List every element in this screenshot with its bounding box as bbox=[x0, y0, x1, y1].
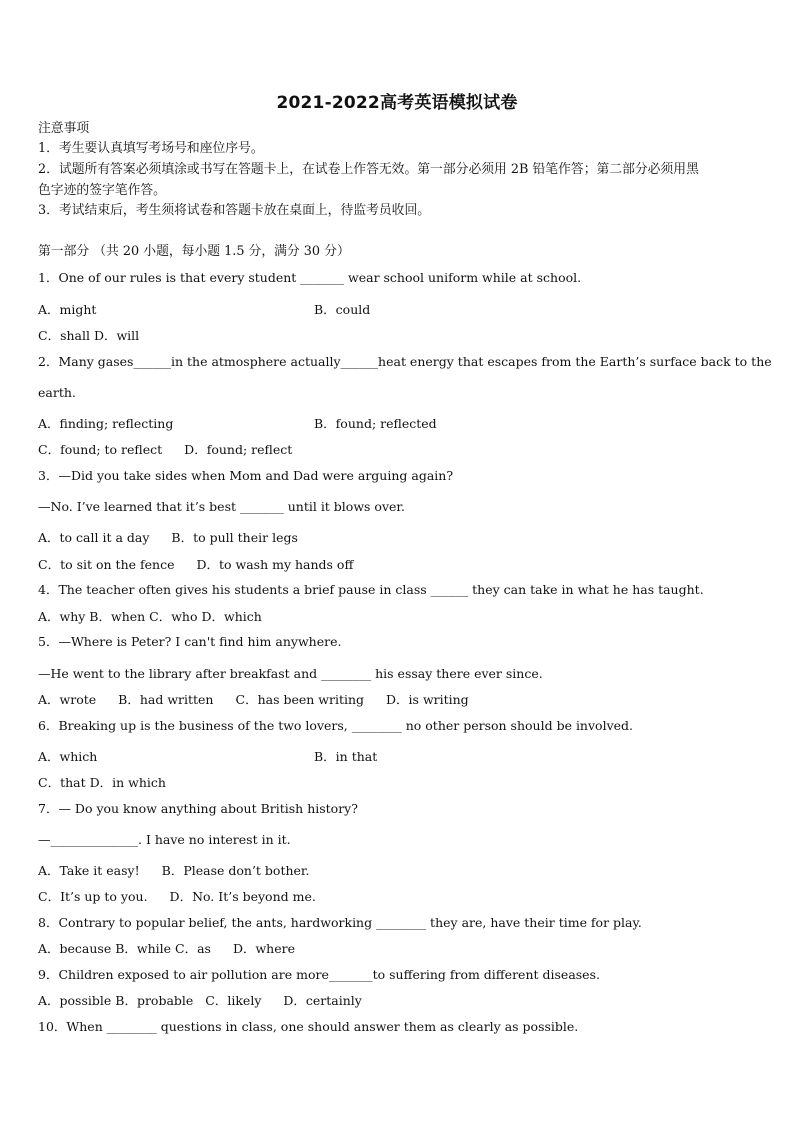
q6-option-b: B．in that bbox=[314, 749, 378, 764]
q6-stem: 6．Breaking up is the business of the two lovers, ________ no other person should be involved. bbox=[38, 718, 634, 733]
q8-option-abc: A．because B．while C．as bbox=[38, 941, 211, 956]
q5-options bbox=[38, 692, 469, 708]
page-title: 2021-2022高考英语模拟试卷 bbox=[276, 93, 518, 113]
notice-item-2-cont: 色字迹的签字笔作答。 bbox=[38, 183, 166, 198]
q1-option-a: A．might bbox=[38, 302, 97, 317]
q9-option-d: D．certainly bbox=[283, 993, 362, 1008]
q7-options-ab bbox=[38, 863, 310, 879]
notice-item-2: 2．试题所有答案必须填涂或书写在答题卡上，在试卷上作答无效。第一部分必须用 2B 铅笔作答；第二部分必须用黑 bbox=[38, 162, 699, 177]
q9-option-c: C．likely bbox=[205, 993, 262, 1008]
q1-option-cd: C．shall D．will bbox=[38, 328, 140, 343]
q2-option-b: B．found; reflected bbox=[314, 416, 437, 431]
q3-options-ab bbox=[38, 530, 298, 546]
q5-option-a: A．wrote bbox=[38, 692, 97, 707]
q10-stem: 10．When ________ questions in class, one should answer them as clearly as possible. bbox=[38, 1019, 579, 1034]
notice-item-3: 3．考试结束后，考生须将试卷和答题卡放在桌面上，待监考员收回。 bbox=[38, 203, 431, 218]
q3-option-c: C．to sit on the fence bbox=[38, 557, 175, 572]
q8-stem: 8．Contrary to popular belief, the ants, hardworking ________ they are, have their time for play. bbox=[38, 915, 642, 930]
q7-option-c: C．It’s up to you. bbox=[38, 889, 148, 904]
q6-option-a: A．which bbox=[38, 749, 98, 764]
q2-stem: 2．Many gases______in the atmosphere actually______heat energy that escapes from the Earth’s surface back to the bbox=[38, 354, 772, 369]
q2-option-d: D．found; reflect bbox=[184, 442, 293, 457]
q3-option-b: B．to pull their legs bbox=[171, 530, 298, 545]
q5-option-c: C．has been writing bbox=[235, 692, 365, 707]
q2-option-a: A．finding; reflecting bbox=[38, 416, 174, 431]
q2-option-c: C．found; to reflect bbox=[38, 442, 163, 457]
q3-option-d: D．to wash my hands off bbox=[196, 557, 354, 572]
q9-option-ab: A．possible B．probable bbox=[38, 993, 194, 1008]
q1-stem: 1．One of our rules is that every student _______ wear school uniform while at school. bbox=[38, 270, 582, 285]
q2-stem-cont: earth. bbox=[38, 385, 76, 400]
q2-options-cd bbox=[38, 442, 292, 458]
q1-option-b: B．could bbox=[314, 302, 371, 317]
q7-option-b: B．Please don’t bother. bbox=[161, 863, 310, 878]
q4-stem: 4．The teacher often gives his students a brief pause in class ______ they can take in what he has taught. bbox=[38, 582, 704, 597]
section-heading: 第一部分 （共 20 小题，每小题 1.5 分，满分 30 分） bbox=[38, 244, 350, 259]
q7-option-a: A．Take it easy! bbox=[38, 863, 140, 878]
q9-options bbox=[38, 993, 362, 1009]
q3-stem: 3．—Did you take sides when Mom and Dad were arguing again? bbox=[38, 468, 454, 483]
q8-option-d: D．where bbox=[232, 941, 295, 956]
q3-options-cd bbox=[38, 557, 353, 573]
q7-options-cd bbox=[38, 889, 316, 905]
q8-options bbox=[38, 941, 295, 957]
q7-stem-cont: —______________. I have no interest in it. bbox=[38, 832, 291, 847]
q3-option-a: A．to call it a day bbox=[38, 530, 150, 545]
q5-option-b: B．had written bbox=[118, 692, 214, 707]
q7-option-d: D．No. It’s beyond me. bbox=[169, 889, 316, 904]
q9-stem: 9．Children exposed to air pollution are more_______to suffering from different diseases. bbox=[38, 967, 600, 982]
q3-stem-cont: —No. I’ve learned that it’s best _______ until it blows over. bbox=[38, 499, 405, 514]
notice-item-1: 1．考生要认真填写考场号和座位序号。 bbox=[38, 141, 264, 156]
q5-option-d: D．is writing bbox=[386, 692, 469, 707]
q5-stem: 5．—Where is Peter? I can't find him anywhere. bbox=[38, 634, 342, 649]
q6-option-cd: C．that D．in which bbox=[38, 775, 166, 790]
q4-options: A．why B．when C．who D．which bbox=[38, 609, 262, 624]
q5-stem-cont: —He went to the library after breakfast and ________ his essay there ever since. bbox=[38, 666, 543, 681]
q7-stem: 7．— Do you know anything about British history? bbox=[38, 801, 358, 816]
notice-heading: 注意事项 bbox=[38, 121, 90, 136]
